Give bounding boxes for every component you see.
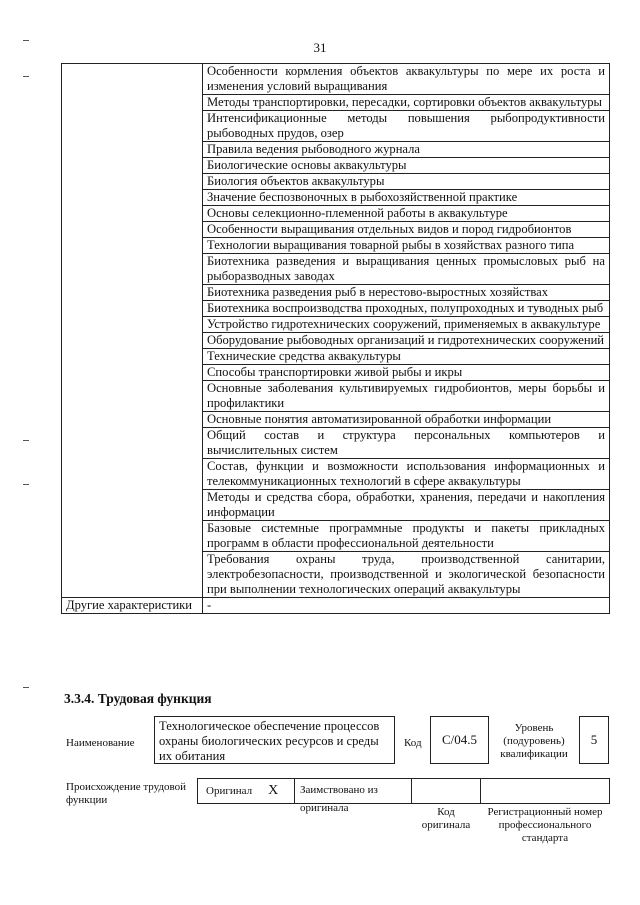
margin-mark — [23, 40, 29, 41]
original-label: Оригинал — [206, 784, 253, 797]
requirement-item: Способы транспортировки живой рыбы и икры — [203, 365, 610, 381]
requirement-item: Методы транспортировки, пересадки, сортировки объектов аквакультуры — [203, 95, 610, 111]
registration-number-cell — [480, 778, 610, 804]
original-code-cell — [411, 778, 481, 804]
requirements-label-cell — [62, 64, 203, 598]
requirement-item: Основные заболевания культивируемых гидробионтов, меры борьбы и профилактики — [203, 381, 610, 412]
original-mark: X — [268, 783, 279, 798]
requirement-item: Биология объектов аквакультуры — [203, 174, 610, 190]
requirement-item: Особенности выращивания отдельных видов и пород гидробионтов — [203, 222, 610, 238]
original-code-caption: Код оригинала — [421, 806, 471, 831]
requirement-item: Биотехника разведения и выращивания ценных промысловых рыб на рыборазводных заводах — [203, 254, 610, 285]
margin-mark — [23, 687, 29, 688]
margin-mark — [23, 440, 29, 441]
function-code: C/04.5 — [430, 716, 489, 764]
requirement-item: Общий состав и структура персональных компьютеров и вычислительных систем — [203, 428, 610, 459]
requirement-item: Правила ведения рыбоводного журнала — [203, 142, 610, 158]
requirement-item: Состав, функции и возможности использования информационных и телекоммуникационных технологий в сфере аквакультуры — [203, 459, 610, 490]
requirement-item: Технологии выращивания товарной рыбы в хозяйствах разного типа — [203, 238, 610, 254]
requirement-item: Интенсификационные методы повышения рыбопродуктивности рыбоводных прудов, озер — [203, 111, 610, 142]
requirement-item: Основы селекционно-племенной работы в аквакультуре — [203, 206, 610, 222]
borrowed-cell — [294, 778, 412, 814]
borrowed-label: Заимствовано из оригинала — [300, 784, 378, 814]
section-title: 3.3.4. Трудовая функция — [64, 691, 212, 706]
original-cell — [197, 778, 295, 804]
other-characteristics-value: - — [203, 598, 610, 614]
requirement-item: Биологические основы аквакультуры — [203, 158, 610, 174]
requirement-item: Особенности кормления объектов аквакультуры по мере их роста и изменения условий выращивания — [203, 64, 610, 95]
requirement-item: Требования охраны труда, производственной санитарии, электробезопасности, производственной и экологической безопасности при выполнении технологических операций аквакультуры — [203, 552, 610, 598]
table-row — [62, 64, 610, 95]
name-label: Наименование — [66, 737, 135, 749]
requirement-item: Значение беспозвоночных в рыбохозяйственной практике — [203, 190, 610, 206]
requirements-table — [61, 63, 610, 614]
requirement-item: Биотехника воспроизводства проходных, полупроходных и туводных рыб — [203, 301, 610, 317]
requirement-item: Технические средства аквакультуры — [203, 349, 610, 365]
qualification-level: 5 — [579, 716, 609, 764]
function-name: Технологическое обеспечение процессов охраны биологических ресурсов и среды их обитания — [154, 716, 395, 764]
code-label: Код — [404, 737, 422, 749]
other-characteristics-label: Другие характеристики — [62, 598, 203, 614]
margin-mark — [23, 76, 29, 77]
requirement-item: Базовые системные программные продукты и пакеты прикладных программ в области профессиональной деятельности — [203, 521, 610, 552]
requirement-item: Оборудование рыбоводных организаций и гидротехнических сооружений — [203, 333, 610, 349]
requirement-item: Методы и средства сбора, обработки, хранения, передачи и накопления информации — [203, 490, 610, 521]
registration-number-caption: Регистрационный номер профессионального стандарта — [487, 806, 603, 844]
qualification-level-label: Уровень (подуровень) квалификации — [500, 722, 568, 760]
other-characteristics-row — [62, 598, 610, 614]
origin-label: Происхождение трудовой функции — [66, 781, 187, 806]
requirement-item: Устройство гидротехнических сооружений, применяемых в аквакультуре — [203, 317, 610, 333]
margin-mark — [23, 484, 29, 485]
requirement-item: Биотехника разведения рыб в нерестово-выростных хозяйствах — [203, 285, 610, 301]
requirement-item: Основные понятия автоматизированной обработки информации — [203, 412, 610, 428]
page-number: 31 — [313, 40, 327, 55]
